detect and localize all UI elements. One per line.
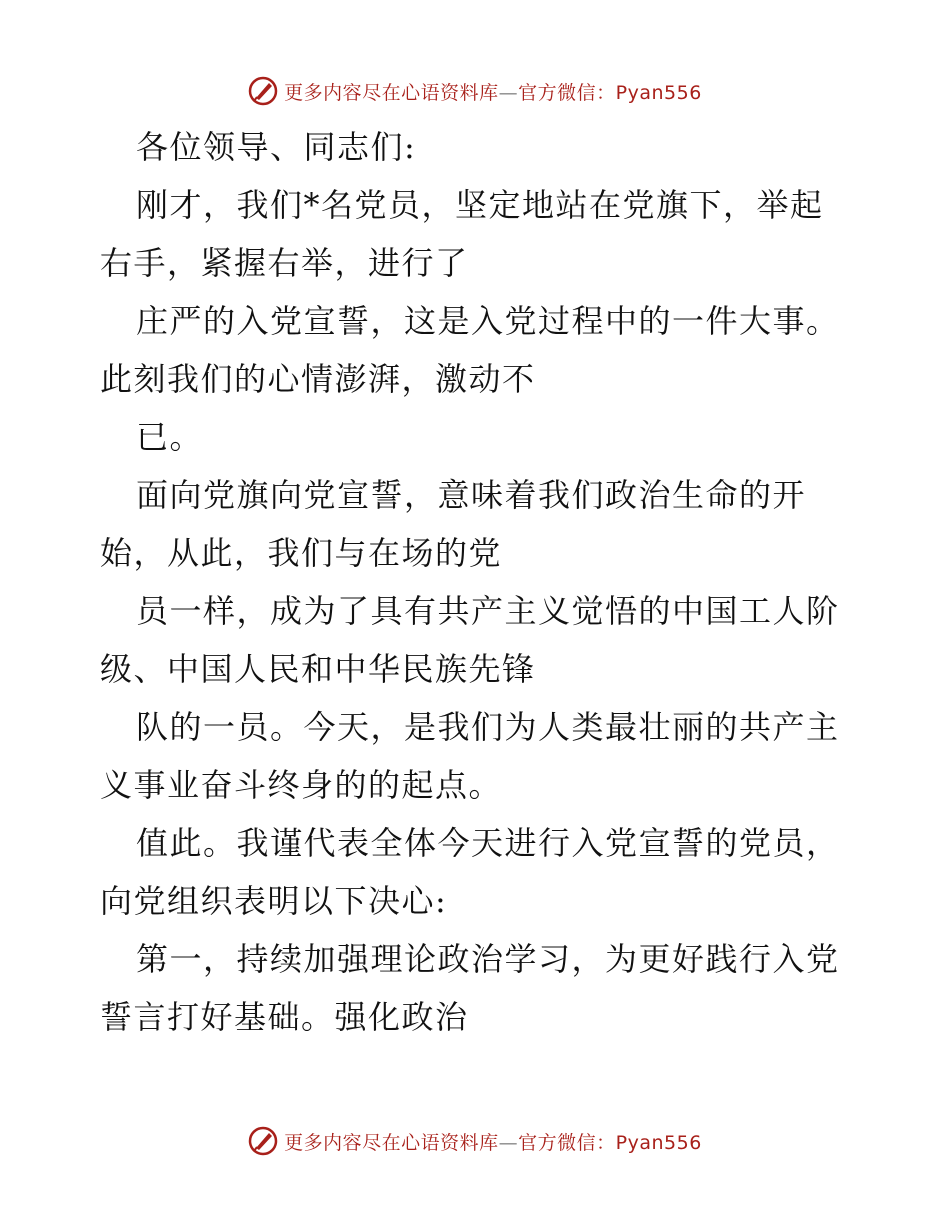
watermark-main-text: 更多内容尽在心语资料库 bbox=[284, 81, 499, 104]
body-line: 刚才，我们*名党员，坚定地站在党旗下，举起 bbox=[136, 186, 824, 224]
quill-logo-icon bbox=[248, 1126, 278, 1156]
watermark-separator: — bbox=[498, 81, 519, 104]
watermark-contact: 官方微信：Pyan556 bbox=[518, 81, 702, 104]
body-line: 始，从此，我们与在场的党 bbox=[100, 534, 503, 572]
body-line: 向党组织表明以下决心: bbox=[100, 882, 448, 920]
body-line: 此刻我们的心情澎湃，激动不 bbox=[100, 360, 536, 398]
body-line: 义事业奋斗终身的的起点。 bbox=[100, 766, 503, 804]
body-line: 庄严的入党宣誓，这是入党过程中的一件大事。 bbox=[136, 302, 840, 340]
quill-logo-icon bbox=[248, 76, 278, 106]
body-line: 誓言打好基础。强化政治 bbox=[100, 998, 469, 1036]
body-line: 员一样，成为了具有共产主义觉悟的中国工人阶 bbox=[136, 592, 840, 630]
document-body bbox=[100, 118, 860, 1046]
body-line: 队的一员。今天，是我们为人类最壮丽的共产主 bbox=[136, 708, 840, 746]
body-line: 面向党旗向党宣誓，意味着我们政治生命的开 bbox=[136, 476, 807, 514]
body-line: 右手，紧握右举，进行了 bbox=[100, 244, 469, 282]
body-line: 值此。我谨代表全体今天进行入党宣誓的党员， bbox=[136, 824, 840, 862]
watermark-main-text: 更多内容尽在心语资料库 bbox=[284, 1131, 499, 1154]
body-line: 各位领导、同志们: bbox=[136, 128, 417, 166]
body-line: 第一，持续加强理论政治学习，为更好践行入党 bbox=[136, 940, 840, 978]
watermark-separator: — bbox=[498, 1131, 519, 1154]
header-watermark bbox=[0, 71, 950, 111]
watermark-contact: 官方微信：Pyan556 bbox=[518, 1131, 702, 1154]
body-line: 级、中国人民和中华民族先锋 bbox=[100, 650, 536, 688]
footer-watermark bbox=[0, 1121, 950, 1161]
body-line: 已。 bbox=[136, 418, 204, 456]
